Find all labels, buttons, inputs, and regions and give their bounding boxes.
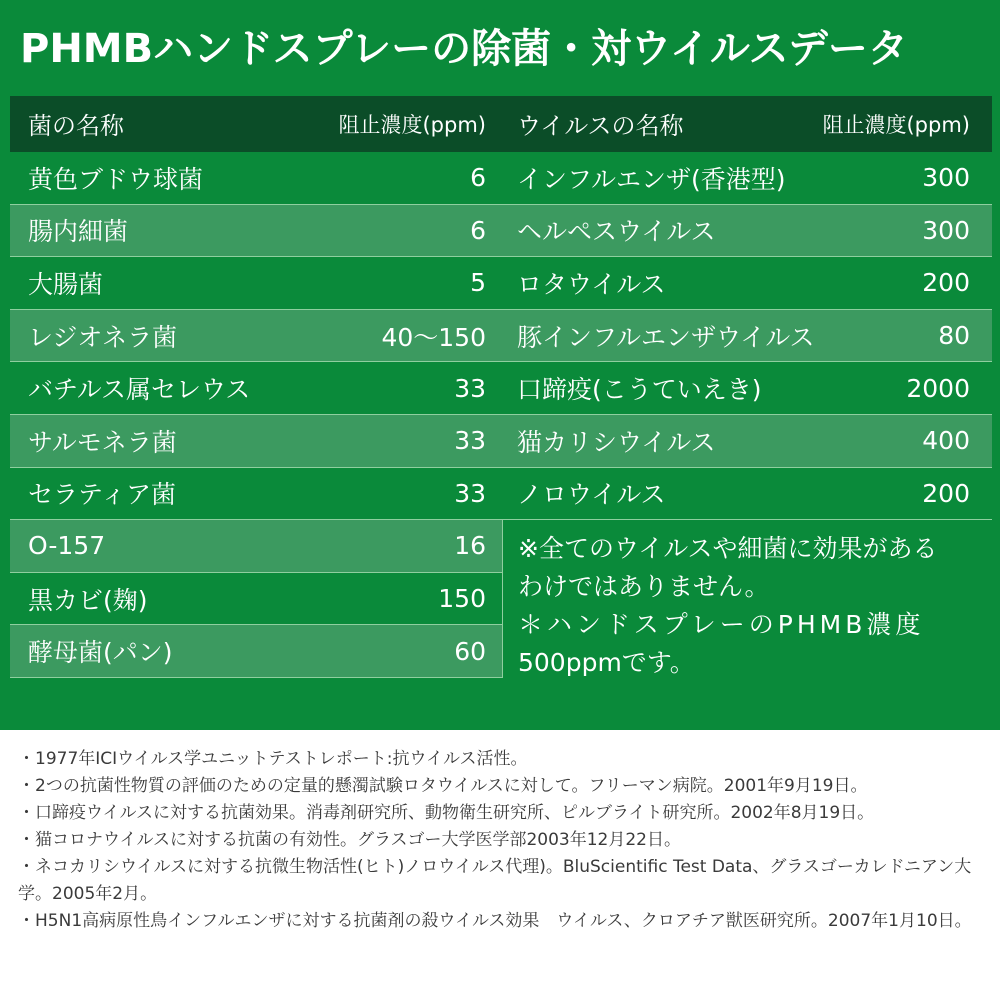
bacteria-table-header (10, 96, 503, 152)
bacteria-concentration: 5 (470, 268, 486, 298)
bacteria-name: セラティア菌 (28, 480, 177, 510)
reference-item: ・猫コロナウイルスに対する抗菌の有効性。グラスゴー大学医学部2003年12月22日。 (18, 830, 681, 850)
note-line: ※全てのウイルスや細菌に効果がある (518, 534, 938, 563)
note-line: わけではありません。 (518, 572, 770, 601)
bacteria-name: バチルス属セレウス (28, 375, 251, 405)
bacteria-name: 腸内細菌 (28, 217, 129, 247)
bacteria-row (10, 468, 503, 521)
bacteria-name: O-157 (28, 531, 106, 561)
virus-name: ノロウイルス (517, 480, 666, 510)
bacteria-concentration: 150 (438, 584, 486, 614)
bacteria-row (10, 520, 503, 573)
bacteria-name: 黄色ブドウ球菌 (28, 164, 204, 194)
virus-name: ロタウイルス (517, 269, 666, 299)
virus-table-header (499, 96, 992, 152)
bacteria-concentration: 60 (454, 636, 486, 666)
bacteria-conc-header: 阻止濃度(ppm) (338, 112, 486, 137)
virus-row (499, 362, 992, 415)
bacteria-concentration: 33 (454, 373, 486, 403)
bacteria-row (10, 205, 503, 258)
virus-row (499, 205, 992, 258)
virus-row (499, 257, 992, 310)
virus-conc-header: 阻止濃度(ppm) (822, 112, 970, 137)
bacteria-table (10, 96, 503, 678)
virus-row (499, 468, 992, 521)
page-title: PHMBハンドスプレーの除菌・対ウイルスデータ (20, 26, 908, 72)
reference-item: ・口蹄疫ウイルスに対する抗菌効果。消毒剤研究所、動物衛生研究所、ピルブライト研究所。2002年8月19日。 (18, 803, 875, 823)
bacteria-row (10, 362, 503, 415)
bacteria-row (10, 573, 503, 626)
virus-concentration: 200 (922, 268, 970, 298)
virus-name: 猫カリシウイルス (517, 427, 716, 457)
virus-row (499, 310, 992, 363)
references-list (18, 746, 988, 935)
bacteria-concentration: 16 (454, 531, 486, 561)
virus-concentration: 2000 (906, 373, 970, 403)
bacteria-name: レジオネラ菌 (28, 322, 178, 352)
bacteria-name-header: 菌の名称 (28, 112, 124, 140)
bacteria-name: 大腸菌 (28, 269, 104, 299)
bacteria-row (10, 152, 503, 205)
note-line: ＊ハンドスプレーのPHMB濃度 (518, 610, 925, 639)
bacteria-row (10, 257, 503, 310)
virus-concentration: 80 (938, 321, 970, 351)
virus-table (499, 96, 992, 520)
reference-item: ・ネコカリシウイルスに対する抗微生物活性(ヒト)ノロウイルス代理)。BluScientific Test Data、グラスゴーカレドニアン大学。2005年2月。 (18, 857, 972, 904)
bacteria-concentration: 40〜150 (381, 322, 486, 352)
disclaimer-note (518, 530, 988, 682)
note-line: 500ppmです。 (518, 648, 695, 677)
virus-name: 口蹄疫(こうていえき) (517, 375, 762, 405)
virus-name: インフルエンザ(香港型) (517, 164, 786, 194)
reference-item: ・2つの抗菌性物質の評価のための定量的懸濁試験ロタウイルスに対して。フリーマン病院。2001年9月19日。 (18, 776, 868, 796)
virus-concentration: 300 (922, 215, 970, 245)
virus-concentration: 400 (922, 426, 970, 456)
bacteria-concentration: 33 (454, 426, 486, 456)
virus-name: 豚インフルエンザウイルス (517, 322, 815, 352)
bacteria-concentration: 33 (454, 478, 486, 508)
bacteria-concentration: 6 (470, 163, 486, 193)
bacteria-name: サルモネラ菌 (28, 427, 177, 457)
reference-item: ・H5N1高病原性鳥インフルエンザに対する抗菌剤の殺ウイルス効果 ウイルス、クロアチア獣医研究所。2007年1月10日。 (18, 911, 972, 931)
virus-concentration: 200 (922, 478, 970, 508)
bacteria-row (10, 625, 503, 678)
virus-name: ヘルペスウイルス (517, 217, 716, 247)
reference-item: ・1977年ICIウイルス学ユニットテストレポート:抗ウイルス活性。 (18, 749, 528, 769)
bacteria-concentration: 6 (470, 215, 486, 245)
virus-row (499, 152, 992, 205)
virus-row (499, 415, 992, 468)
bacteria-name: 酵母菌(パン) (28, 638, 173, 668)
bacteria-name: 黒カビ(麹) (28, 585, 148, 615)
virus-concentration: 300 (922, 163, 970, 193)
bacteria-row (10, 310, 503, 363)
bacteria-row (10, 415, 503, 468)
virus-name-header: ウイルスの名称 (517, 112, 684, 140)
